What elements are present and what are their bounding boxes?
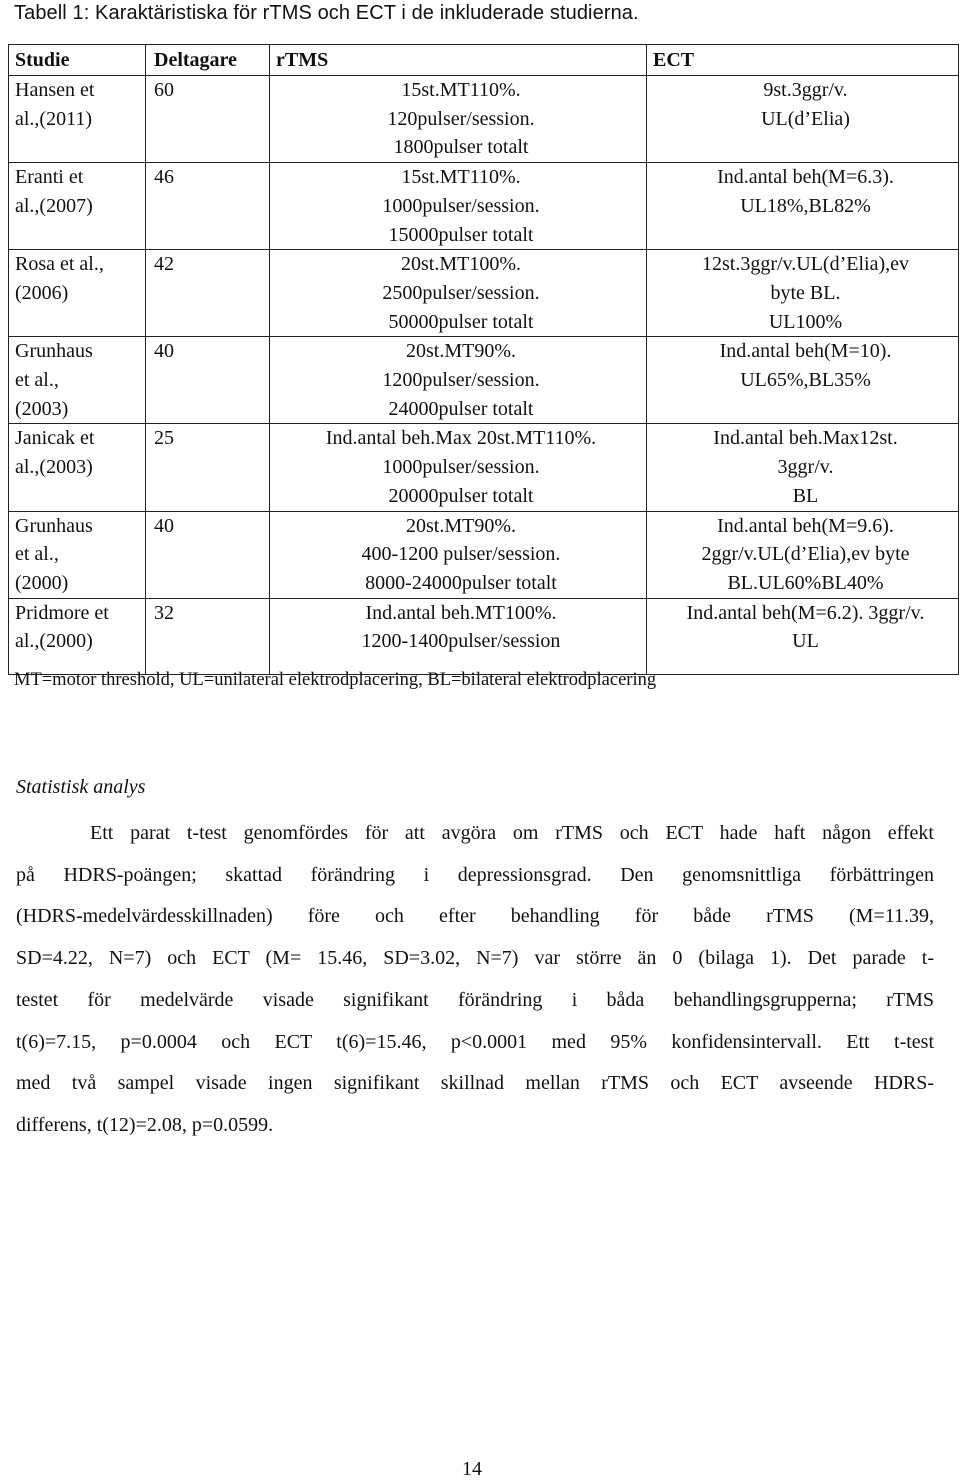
table-row [9,598,959,674]
cell-ect: 12st.3ggr/v.UL(d’Elia),ev byte BL. UL100% [647,250,959,337]
cell-rtms: Ind.antal beh.Max 20st.MT110%. 1000pulser/session. 20000pulser totalt [270,424,647,511]
header-rtms: rTMS [270,45,647,76]
cell-ect: Ind.antal beh.Max12st. 3ggr/v. BL [647,424,959,511]
table-header-row [9,45,959,76]
cell-ect: Ind.antal beh(M=6.3). UL18%,BL82% [647,163,959,250]
cell-study: Grunhaus et al., (2000) [9,511,146,598]
paragraph-line: på HDRS-poängen; skattad förändring i depressionsgrad. Den genomsnittliga förbättringen [16,863,934,886]
table-row [9,76,959,163]
cell-ect: Ind.antal beh(M=9.6). 2ggr/v.UL(d’Elia),ev byte BL.UL60%BL40% [647,511,959,598]
body-paragraph [16,813,934,1147]
study-characteristics-table [8,44,959,675]
table-row [9,163,959,250]
cell-participants: 40 [146,511,270,598]
cell-study: Rosa et al., (2006) [9,250,146,337]
cell-study: Janicak et al.,(2003) [9,424,146,511]
header-study: Studie [9,45,146,76]
paragraph-line: (HDRS-medelvärdesskillnaden) före och efter behandling för både rTMS (M=11.39, [16,905,934,928]
table-row [9,424,959,511]
cell-study: Eranti et al.,(2007) [9,163,146,250]
cell-rtms: 20st.MT90%. 400-1200 pulser/session. 8000-24000pulser totalt [270,511,647,598]
cell-participants: 25 [146,424,270,511]
table-row [9,337,959,424]
cell-participants: 42 [146,250,270,337]
cell-study: Pridmore et al.,(2000) [9,598,146,674]
cell-ect: Ind.antal beh(M=10). UL65%,BL35% [647,337,959,424]
cell-rtms: 15st.MT110%. 1000pulser/session. 15000pulser totalt [270,163,647,250]
cell-study: Hansen et al.,(2011) [9,76,146,163]
table-row [9,250,959,337]
cell-participants: 46 [146,163,270,250]
paragraph-line: t(6)=7.15, p=0.0004 och ECT t(6)=15.46, p<0.0001 med 95% konfidensintervall. Ett t-test [16,1030,934,1053]
table-footnote: MT=motor threshold, UL=unilateral elektrodplacering, BL=bilateral elektrodplacering [14,670,657,690]
page-number: 14 [462,1458,482,1480]
cell-participants: 60 [146,76,270,163]
paragraph-line: testet för medelvärde visade signifikant förändring i båda behandlingsgrupperna; rTMS [16,988,934,1011]
table-caption: Tabell 1: Karaktäristiska för rTMS och ECT i de inkluderade studierna. [14,2,639,24]
table-row [9,511,959,598]
paragraph-line: Ett parat t-test genomfördes för att avgöra om rTMS och ECT hade haft någon effekt [90,822,934,844]
header-participants: Deltagare [146,45,270,76]
cell-ect: 9st.3ggr/v. UL(d’Elia) [647,76,959,163]
paragraph-line: med två sampel visade ingen signifikant skillnad mellan rTMS och ECT avseende HDRS- [16,1072,934,1095]
paragraph-line: SD=4.22, N=7) och ECT (M= 15.46, SD=3.02, N=7) var större än 0 (bilaga 1). Det parade t- [16,947,934,970]
cell-ect: Ind.antal beh(M=6.2). 3ggr/v. UL [647,598,959,674]
cell-participants: 32 [146,598,270,674]
cell-rtms: 20st.MT100%. 2500pulser/session. 50000pulser totalt [270,250,647,337]
cell-study: Grunhaus et al., (2003) [9,337,146,424]
paragraph-line: differens, t(12)=2.08, p=0.0599. [16,1113,274,1136]
section-heading: Statistisk analys [16,776,146,798]
cell-participants: 40 [146,337,270,424]
cell-rtms: 15st.MT110%. 120pulser/session. 1800pulser totalt [270,76,647,163]
cell-rtms: 20st.MT90%. 1200pulser/session. 24000pulser totalt [270,337,647,424]
header-ect: ECT [647,45,959,76]
cell-rtms: Ind.antal beh.MT100%. 1200-1400pulser/session [270,598,647,674]
